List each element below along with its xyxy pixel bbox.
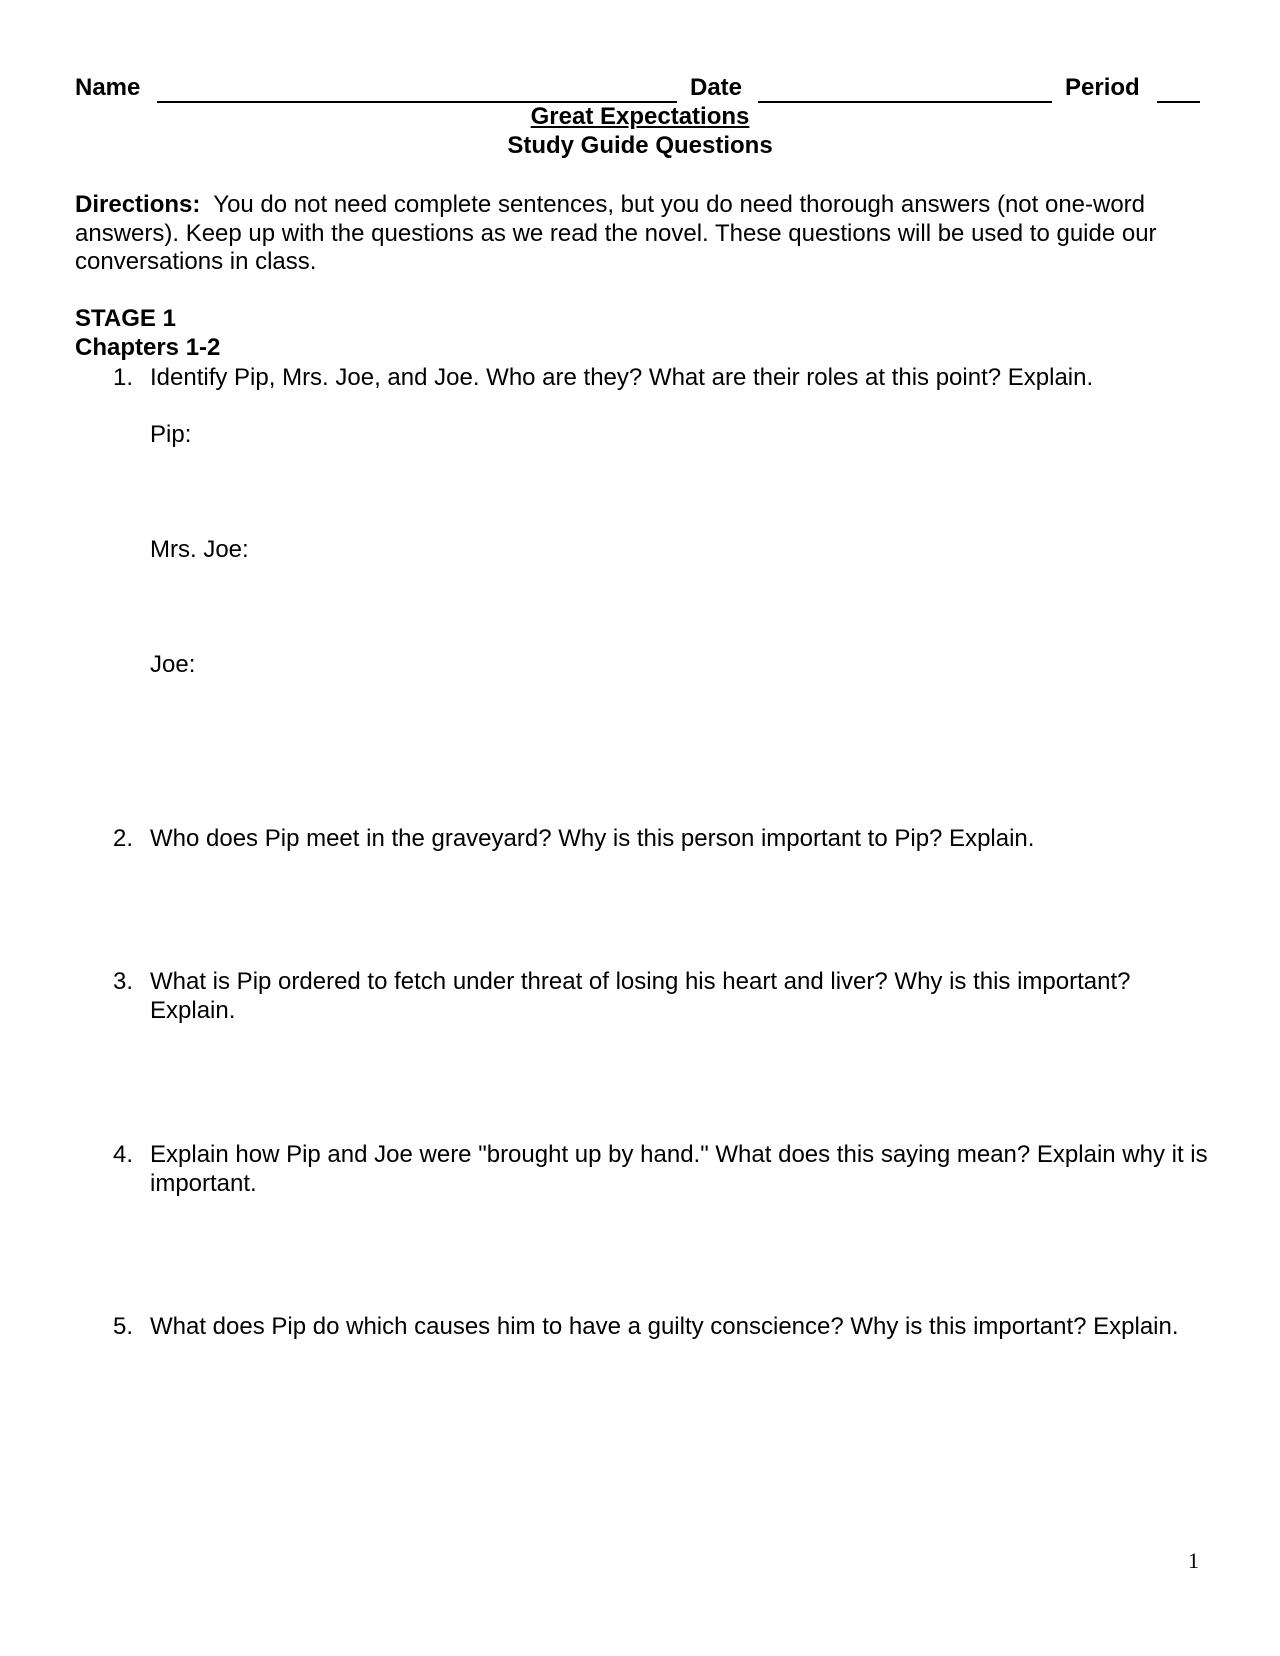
answer-label-joe: Joe: [150,651,196,678]
directions-text: You do not need complete sentences, but you do need thorough answers (not one-word answers). Keep up with the questions as we read the novel. These questions will be used to guide our conversations in class. [75,191,1157,275]
chapters-title: Chapters 1-2 [75,334,221,361]
name-label: Name [75,74,141,101]
question-text: Identify Pip, Mrs. Joe, and Joe. Who are they? What are their roles at this point? Explain. [150,364,1094,391]
period-label: Period [1065,74,1140,101]
page-title: Study Guide Questions [507,132,773,159]
question-text: Who does Pip meet in the graveyard? Why is this person important to Pip? Explain. [150,825,1035,852]
answer-label-mrs-joe: Mrs. Joe: [150,536,249,563]
date-label: Date [690,74,743,101]
question-number: 4. [113,1141,134,1168]
page-number: 1 [1188,1548,1199,1573]
directions-paragraph [75,191,1205,277]
book-title: Great Expectations [530,103,750,130]
question-text: Explain how Pip and Joe were "brought up by hand." What does this saying mean? Explain why it is important. [150,1141,1208,1197]
stage-title: STAGE 1 [75,305,176,332]
question-number: 3. [113,968,134,995]
question-number: 5. [113,1313,134,1340]
question-text: What is Pip ordered to fetch under threat of losing his heart and liver? Why is this important? Explain. [150,968,1131,1024]
question-number: 1. [113,364,134,391]
question-number: 2. [113,825,134,852]
answer-label-pip: Pip: [150,421,192,448]
question-text: What does Pip do which causes him to have a guilty conscience? Why is this important? Explain. [150,1313,1179,1340]
directions-label: Directions: [75,191,201,218]
